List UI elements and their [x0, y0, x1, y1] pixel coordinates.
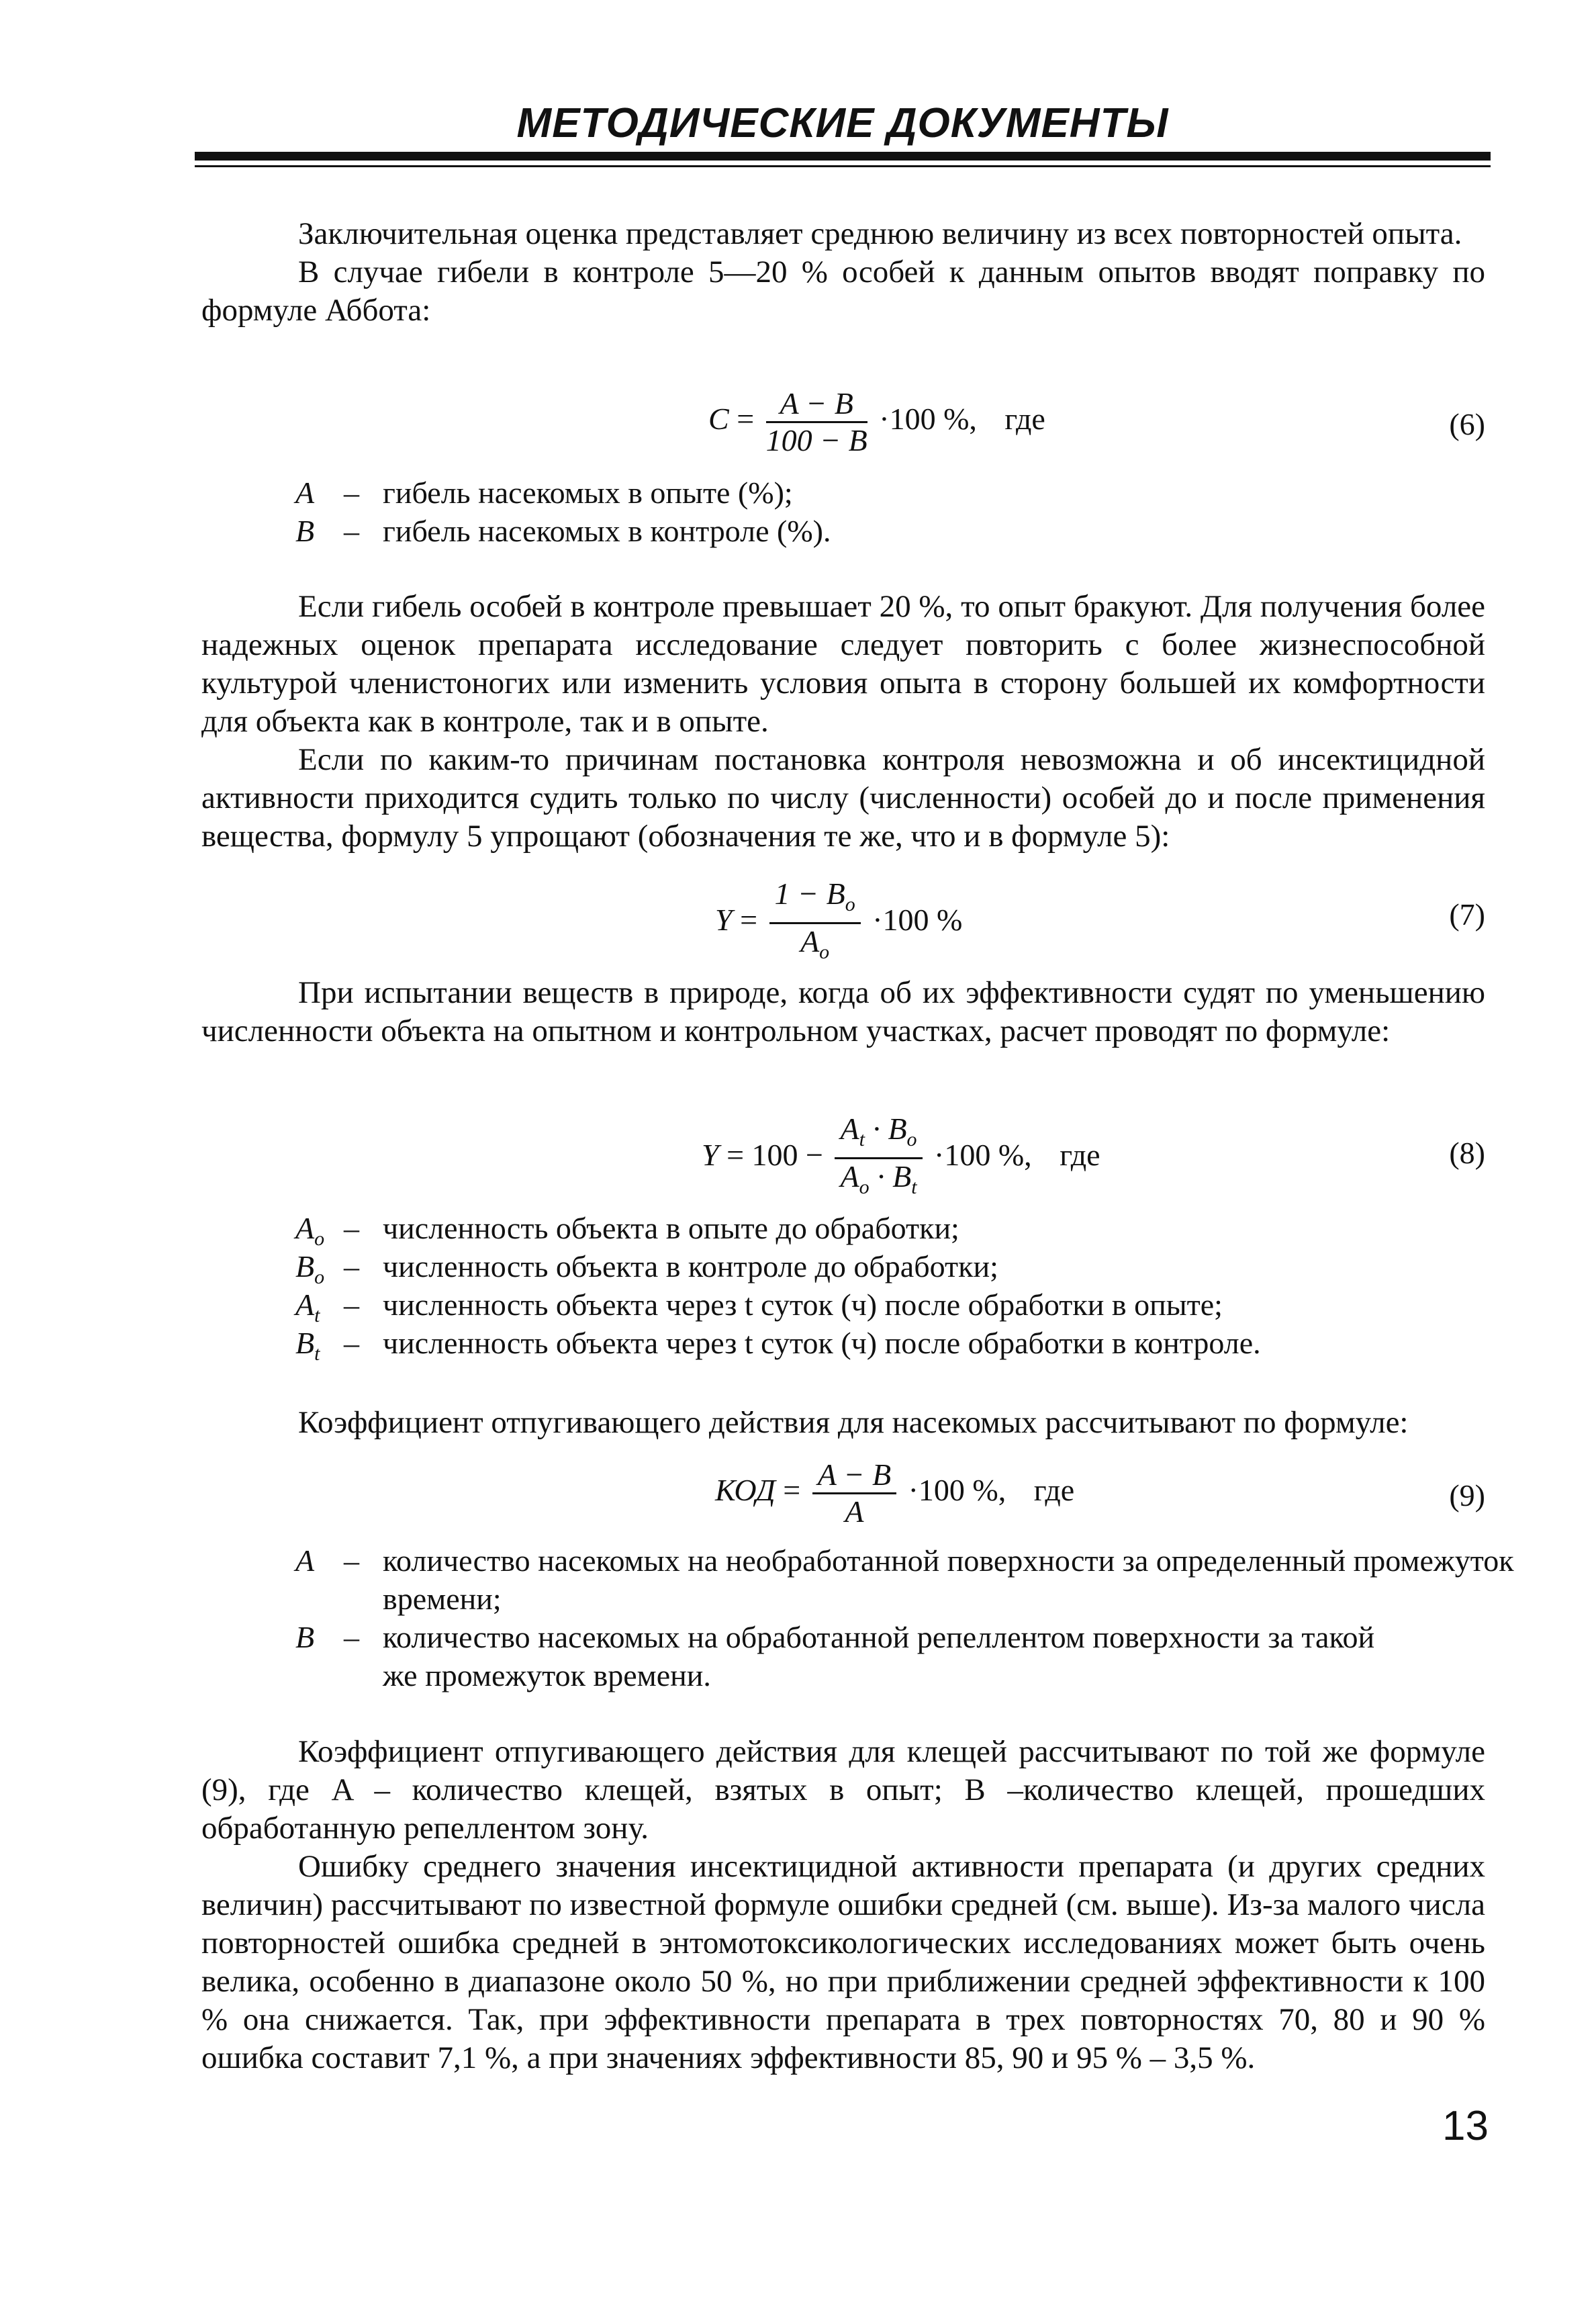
- formula-7-eq: =: [740, 903, 758, 938]
- definition-text: численность объекта в опыте до обработки;: [383, 1211, 959, 1245]
- paragraph-control-mortality: Если гибель особей в контроле превышает 20 %, то опыт бракуют. Для получения более надежных оценок препарата исследование следует повторить с более жизнеспособной культурой членистоногих или изменить условия опыта в сторону большей их комфортности для объекта как в контроле, так и в опыте.: [201, 589, 1485, 739]
- definition-text: численность объекта в контроле до обработки;: [383, 1249, 998, 1283]
- definitions-9: [295, 1541, 1514, 1695]
- formula-8: [201, 1112, 1485, 1199]
- formula-6-factor: ·100 %,: [879, 402, 977, 437]
- definition-var-letter: B: [295, 1326, 315, 1360]
- definition-text: количество насекомых на обработанной репеллентом поверхности за такой же промежуток времени.: [383, 1620, 1375, 1692]
- formula-9-where: где: [1033, 1473, 1075, 1508]
- definition-text: количество насекомых на необработанной поверхности за определенный промежуток времени;: [383, 1543, 1514, 1616]
- formula-7-numerator-sub: o: [845, 893, 855, 915]
- formula-7-denominator: [769, 924, 861, 970]
- definition-var-sub: o: [314, 1266, 325, 1288]
- formula-9-fraction: [812, 1457, 896, 1529]
- definition-var: A: [295, 476, 315, 510]
- paragraph-repellent-ticks: Коэффициент отпугивающего действия для клещей рассчитывают по той же формуле (9), где A – количество клещей, взятых в опыт; B –количество клещей, прошедших обработанную репеллентом зону.: [201, 1734, 1485, 1846]
- formula-7-number: (7): [1449, 897, 1485, 932]
- definition-item: [295, 1209, 1491, 1250]
- formula-9-denominator: A: [845, 1494, 864, 1529]
- paragraph-final-estimate: Заключительная оценка представляет среднюю величину из всех повторностей опыта.: [298, 216, 1462, 251]
- definition-var-letter: A: [295, 1288, 315, 1322]
- definition-dash: –: [344, 1288, 359, 1322]
- formula-7-fraction: [769, 876, 861, 970]
- formula-9-lhs: КОД: [715, 1473, 776, 1508]
- formula-6-eq: =: [737, 402, 755, 437]
- definition-item: [295, 1324, 1491, 1365]
- formula-8-den-sub2: t: [911, 1176, 917, 1198]
- formula-9-number: (9): [1449, 1478, 1485, 1512]
- formula-8-num-sub2: o: [906, 1128, 917, 1150]
- paragraph-abbott-intro: В случае гибели в контроле 5—20 % особей к данным опытов вводят поправку по формуле Аббота:: [201, 255, 1485, 328]
- definition-var: [295, 1324, 320, 1373]
- formula-8-denominator: [835, 1159, 922, 1205]
- formula-8-fraction: [835, 1112, 922, 1205]
- page-number: 13: [1442, 2103, 1489, 2149]
- formula-7-denominator-sub: o: [819, 941, 830, 963]
- formula-6-denominator: 100 − B: [765, 423, 867, 457]
- definition-dash: –: [344, 1249, 359, 1283]
- paragraph-simplified-formula: Если по каким-то причинам постановка контроля невозможна и об инсектицидной активности приходится судить только по числу (численности) особей до и после применения вещества, формулу 5 упрощают (обозначения те же, что и в формуле 5):: [201, 742, 1485, 854]
- formula-6-number: (6): [1449, 407, 1485, 441]
- definition-var: B: [295, 514, 315, 548]
- paragraph-block-2: [201, 588, 1485, 856]
- definition-item: [295, 1247, 1491, 1288]
- formula-8-num-b: · B: [864, 1112, 907, 1146]
- formula-8-numerator: [835, 1112, 922, 1159]
- definition-var-sub: t: [314, 1343, 320, 1365]
- formula-8-num-sub1: t: [859, 1128, 865, 1150]
- formula-9: [201, 1457, 1485, 1538]
- definition-item: [295, 512, 1491, 550]
- formula-8-num-a: A: [840, 1112, 859, 1146]
- formula-9-eq: =: [783, 1473, 801, 1508]
- paragraph-repellent-insects: Коэффициент отпугивающего действия для насекомых рассчитывают по формуле:: [298, 1405, 1409, 1440]
- definition-dash: –: [344, 1211, 359, 1245]
- definition-dash: –: [344, 1326, 359, 1360]
- definitions-8: [295, 1209, 1491, 1365]
- paragraph-block-5: [201, 1733, 1485, 2077]
- definition-item: [295, 473, 1491, 512]
- paragraph-field-trials: При испытании веществ в природе, когда об их эффективности судят по уменьшению численности объекта на опытном и контрольном участках, расчет проводят по формуле:: [201, 975, 1485, 1048]
- formula-7: [201, 876, 1485, 963]
- formula-8-number: (8): [1449, 1136, 1485, 1170]
- definition-text: гибель насекомых в контроле (%).: [383, 514, 831, 548]
- formula-8-factor: ·100 %,: [934, 1138, 1032, 1173]
- formula-6-where: где: [1004, 402, 1045, 437]
- definition-text: численность объекта через t суток (ч) после обработки в опыте;: [383, 1288, 1223, 1322]
- formula-6-fraction: [766, 386, 867, 458]
- formula-8-lhs: Y: [702, 1138, 719, 1173]
- paragraph-block-3: [201, 974, 1485, 1050]
- formula-7-numerator: [769, 876, 861, 924]
- paragraph-block-4: [201, 1404, 1485, 1442]
- header-rule-thick: [195, 152, 1491, 161]
- formula-7-numerator-text: 1 − B: [774, 876, 845, 911]
- formula-9-factor: ·100 %,: [908, 1473, 1006, 1508]
- definition-dash: –: [344, 1543, 359, 1578]
- formula-8-eq: = 100 −: [726, 1138, 823, 1173]
- definition-var-sub: t: [314, 1304, 320, 1326]
- header-rule-thin: [195, 165, 1491, 167]
- definition-var: B: [295, 1620, 315, 1654]
- formula-6-numerator: A − B: [766, 386, 867, 423]
- definition-dash: –: [344, 514, 359, 548]
- definition-var-sub: o: [314, 1228, 325, 1250]
- formula-9-numerator: A − B: [812, 1457, 896, 1494]
- definition-item: [295, 1618, 1417, 1695]
- definition-item: [295, 1285, 1491, 1324]
- definition-var-letter: A: [295, 1211, 315, 1245]
- formula-8-den-sub1: o: [859, 1176, 870, 1198]
- definition-dash: –: [344, 1620, 359, 1654]
- definition-var: A: [295, 1543, 315, 1578]
- formula-8-where: где: [1060, 1138, 1100, 1173]
- formula-7-denominator-text: A: [800, 924, 820, 958]
- paragraph-error-mean: Ошибку среднего значения инсектицидной активности препарата (и других средних величин) рассчитывают по известной формуле ошибки средней (см. выше). Из-за малого числа повторностей ошибка средней в энтомотоксикологических исследованиях может быть очень велика, особенно в диапазоне около 50 %, но при приближении средней эффективности к 100 % она снижается. Так, при эффективности препарата в трех повторностях 70, 80 и 90 % ошибка составит 7,1 %, а при значениях эффективности 85, 90 и 95 % – 3,5 %.: [201, 1849, 1485, 2075]
- definition-text: численность объекта через t суток (ч) после обработки в контроле.: [383, 1326, 1261, 1360]
- formula-8-den-a: A: [840, 1159, 859, 1193]
- paragraph-block-1: [201, 215, 1485, 330]
- formula-7-factor: ·100 %: [872, 903, 963, 938]
- formula-6-lhs: C: [708, 402, 729, 437]
- definitions-6: [295, 473, 1491, 550]
- header-title: МЕТОДИЧЕСКИЕ ДОКУМЕНТЫ: [516, 100, 1169, 146]
- formula-6: [201, 386, 1485, 467]
- formula-8-den-b: · B: [869, 1159, 912, 1193]
- definition-item: [295, 1541, 1524, 1618]
- definition-text: гибель насекомых в опыте (%);: [383, 476, 793, 510]
- formula-7-lhs: Y: [715, 903, 733, 938]
- definition-var-letter: B: [295, 1249, 315, 1283]
- definition-dash: –: [344, 476, 359, 510]
